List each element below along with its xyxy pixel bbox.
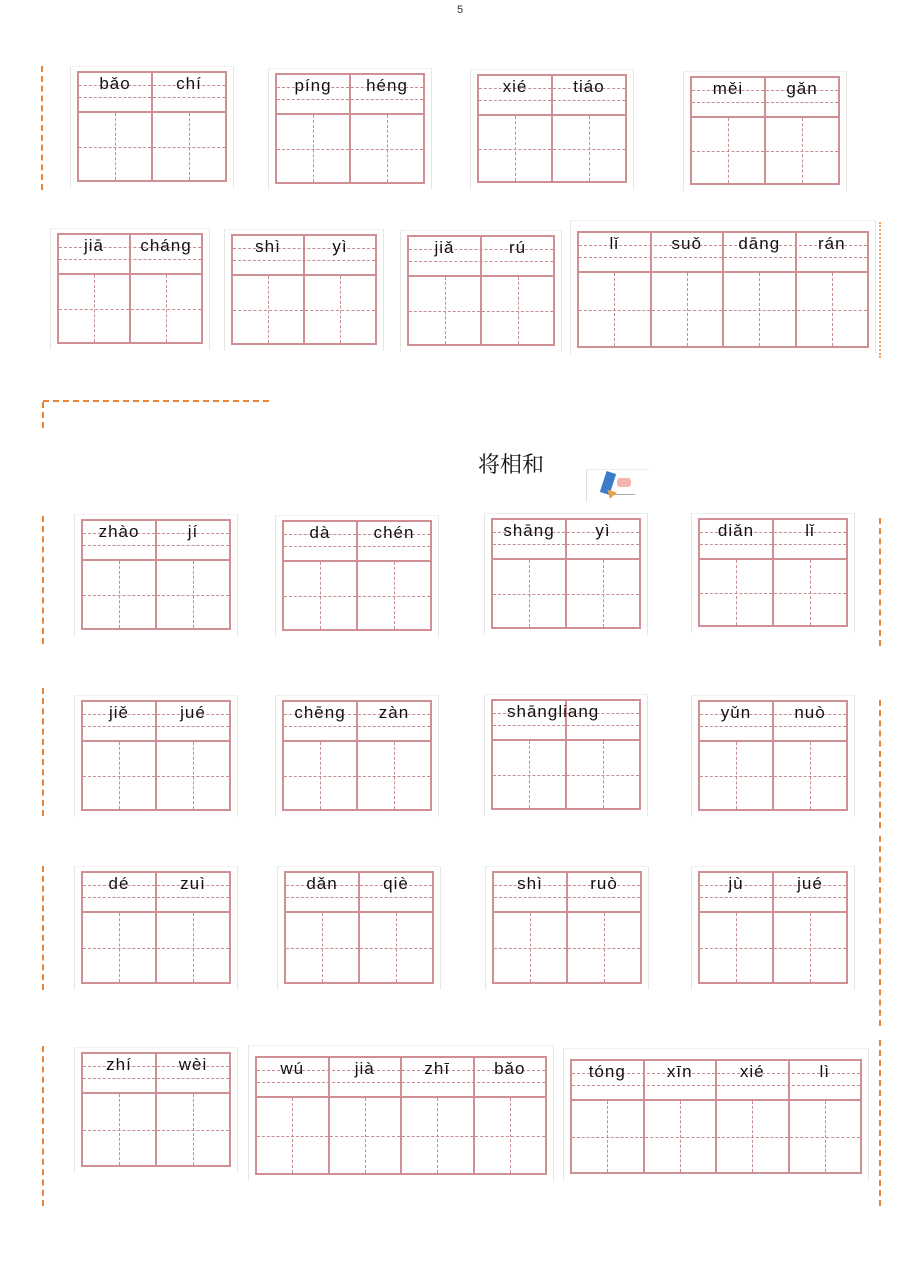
pinyin-card	[400, 230, 562, 352]
pinyin-card	[485, 866, 649, 990]
writing-cell[interactable]	[475, 1098, 546, 1173]
pinyin-card	[50, 228, 210, 350]
writing-cell[interactable]	[482, 277, 553, 344]
writing-cell[interactable]	[774, 560, 846, 625]
writing-cell[interactable]	[493, 560, 567, 627]
writing-cell[interactable]	[774, 913, 846, 982]
writing-cell[interactable]	[692, 118, 766, 183]
writing-cell[interactable]	[83, 561, 157, 628]
page-number: 5	[456, 4, 464, 16]
pinyin-label: jué	[180, 703, 206, 722]
pencil-icon	[586, 469, 649, 502]
writing-cell[interactable]	[568, 913, 640, 982]
writing-cell[interactable]	[284, 562, 358, 629]
writing-cell[interactable]	[553, 116, 625, 181]
pinyin-label: lǐ	[609, 234, 620, 253]
pinyin-label: yǔn	[720, 703, 752, 722]
pinyin-card	[70, 66, 234, 188]
section-title: 将相和	[478, 453, 545, 478]
writing-cell[interactable]	[479, 116, 553, 181]
pinyin-label: shì	[255, 237, 281, 256]
right-margin-dash	[879, 1040, 881, 1206]
pinyin-label: bǎo	[99, 74, 131, 93]
writing-cell[interactable]	[579, 273, 652, 346]
right-margin-dash	[879, 836, 881, 1026]
pinyin-card	[275, 695, 439, 817]
writing-cell[interactable]	[79, 113, 153, 180]
pinyin-card	[563, 1048, 869, 1180]
writing-cell[interactable]	[774, 742, 846, 809]
writing-cell[interactable]	[286, 913, 360, 982]
pinyin-label: yì	[595, 521, 611, 540]
writing-cell[interactable]	[277, 115, 351, 182]
writing-cell[interactable]	[157, 1094, 229, 1165]
writing-cell[interactable]	[157, 742, 229, 809]
left-margin-dash	[42, 1046, 44, 1206]
pinyin-label: chí	[176, 74, 202, 93]
pinyin-label: jí	[187, 522, 199, 541]
left-margin-dash	[42, 688, 44, 816]
writing-cell[interactable]	[652, 273, 725, 346]
writing-cell[interactable]	[700, 560, 774, 625]
writing-cell[interactable]	[493, 741, 567, 808]
right-margin-dash	[879, 700, 881, 828]
writing-cell[interactable]	[83, 742, 157, 809]
pinyin-label: jué	[797, 874, 823, 893]
pinyin-label: dé	[108, 874, 130, 893]
writing-cell[interactable]	[724, 273, 797, 346]
left-margin-dash	[42, 516, 44, 644]
left-margin-dash	[42, 866, 44, 990]
pinyin-card	[470, 69, 634, 189]
pinyin-label: suǒ	[671, 234, 702, 253]
pinyin-label: jiě	[108, 703, 129, 722]
pinyin-label: zàn	[378, 703, 410, 722]
pinyin-card	[74, 514, 238, 636]
left-margin-dash	[41, 66, 43, 190]
writing-cell[interactable]	[59, 275, 131, 342]
pinyin-label: zhào	[98, 522, 140, 541]
writing-cell[interactable]	[790, 1101, 861, 1172]
right-margin-dash	[879, 222, 881, 358]
pinyin-card	[691, 513, 855, 633]
pinyin-label: dà	[309, 523, 331, 542]
writing-cell[interactable]	[83, 913, 157, 982]
pinyin-label: jiǎ	[434, 238, 455, 257]
pinyin-label: tóng	[588, 1062, 626, 1081]
writing-cell[interactable]	[330, 1098, 403, 1173]
pinyin-label: gǎn	[786, 79, 818, 98]
pinyin-label: wèi	[178, 1055, 208, 1074]
pinyin-label: ruò	[590, 874, 618, 893]
writing-cell[interactable]	[360, 913, 432, 982]
writing-cell[interactable]	[83, 1094, 157, 1165]
pinyin-card	[248, 1045, 554, 1181]
writing-cell[interactable]	[700, 742, 774, 809]
pinyin-label: jià	[354, 1059, 375, 1078]
pinyin-label: zhī	[424, 1059, 451, 1078]
writing-cell[interactable]	[766, 118, 838, 183]
pinyin-label: rán	[817, 234, 846, 253]
pinyin-label: píng	[294, 76, 332, 95]
writing-cell[interactable]	[645, 1101, 718, 1172]
pinyin-label: shāng	[503, 521, 555, 540]
pinyin-label: zuì	[180, 874, 206, 893]
writing-cell[interactable]	[131, 275, 201, 342]
writing-cell[interactable]	[494, 913, 568, 982]
pinyin-label: chén	[373, 523, 415, 542]
pinyin-card	[484, 694, 648, 816]
pinyin-label: shì	[517, 874, 543, 893]
pinyin-label: shāngliang	[507, 702, 600, 721]
writing-cell[interactable]	[797, 273, 868, 346]
pinyin-card	[268, 68, 432, 190]
writing-cell[interactable]	[409, 277, 482, 344]
writing-cell[interactable]	[233, 276, 305, 343]
pinyin-label: wú	[280, 1059, 305, 1078]
writing-cell[interactable]	[567, 560, 639, 627]
right-margin-dash	[879, 518, 881, 646]
pinyin-card	[683, 71, 847, 191]
pinyin-card	[74, 866, 238, 990]
writing-cell[interactable]	[572, 1101, 645, 1172]
pinyin-label: měi	[712, 79, 744, 98]
pinyin-label: lǐ	[805, 521, 815, 540]
pinyin-label: chēng	[294, 703, 346, 722]
pinyin-card	[484, 513, 648, 635]
pinyin-label: jù	[728, 874, 744, 893]
pinyin-card	[74, 1047, 238, 1173]
pinyin-label: tiáo	[573, 77, 605, 96]
pinyin-label: xīn	[666, 1062, 693, 1081]
writing-cell[interactable]	[402, 1098, 475, 1173]
pinyin-label: cháng	[140, 236, 192, 255]
pinyin-label: dǎn	[306, 874, 338, 893]
pinyin-card	[691, 695, 855, 817]
pinyin-label: rú	[508, 238, 527, 257]
writing-cell[interactable]	[700, 913, 774, 982]
writing-cell[interactable]	[358, 742, 430, 809]
pinyin-label: dāng	[738, 234, 781, 253]
pinyin-label: qiè	[383, 874, 409, 893]
writing-cell[interactable]	[153, 113, 225, 180]
writing-cell[interactable]	[157, 561, 229, 628]
writing-cell[interactable]	[358, 562, 430, 629]
pinyin-label: jiā	[83, 236, 104, 255]
writing-cell[interactable]	[305, 276, 375, 343]
pinyin-card	[277, 866, 441, 990]
pinyin-label: xié	[502, 77, 528, 96]
writing-cell[interactable]	[351, 115, 423, 182]
section-divider-dash	[43, 400, 269, 402]
writing-cell[interactable]	[284, 742, 358, 809]
writing-cell[interactable]	[567, 741, 639, 808]
pinyin-label: yì	[332, 237, 348, 256]
pinyin-label: diǎn	[717, 521, 755, 540]
writing-cell[interactable]	[257, 1098, 330, 1173]
pinyin-label: nuò	[794, 703, 826, 722]
left-margin-dash	[42, 402, 44, 428]
pinyin-card	[74, 695, 238, 817]
pinyin-label: bǎo	[494, 1059, 526, 1078]
pinyin-card	[570, 220, 876, 354]
pinyin-label: lì	[819, 1062, 830, 1081]
pinyin-card	[224, 229, 384, 351]
pinyin-card	[275, 515, 439, 637]
writing-cell[interactable]	[157, 913, 229, 982]
pinyin-label: zhí	[106, 1055, 132, 1074]
writing-cell[interactable]	[717, 1101, 790, 1172]
pinyin-card	[691, 866, 855, 990]
pinyin-label: héng	[366, 76, 408, 95]
pinyin-label: xié	[739, 1062, 765, 1081]
